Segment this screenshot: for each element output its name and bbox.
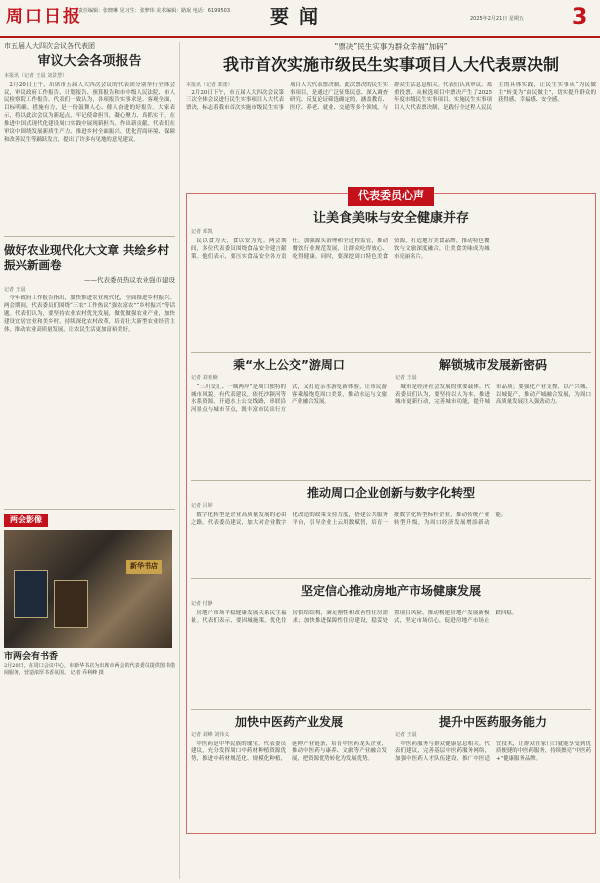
bus-body: [191, 384, 387, 476]
divider: [191, 578, 591, 579]
divider: [191, 352, 591, 353]
agriculture-subtitle: ——代表委员热议农业强市建设: [84, 275, 175, 284]
photo-section-label: 两会影像: [4, 514, 48, 527]
service-body: [395, 741, 591, 829]
voices-banner: 代表委员心声: [348, 187, 434, 206]
agriculture-body: [4, 295, 175, 505]
agriculture-byline: 记者 王晨: [4, 286, 26, 293]
food-paragraph: 民以食为天，食以安为先。两会期间，多位代表委员围绕食品安全建言献策。他们表示，要压实食品安全各方责任，加强源头治理和全过程监管，推动餐饮行业规范发展，让群众吃得放心、吃得健康。同时，要深挖周口特色美食资源，打造地方美食品牌，推动特色餐饮与文旅深度融合，让美食美味成为城市亮丽名片。: [191, 237, 490, 260]
issue-date: 2025年2月21日 星期五: [470, 16, 524, 22]
page-number: 3: [572, 5, 588, 30]
divider: [4, 236, 175, 237]
tcm-row: [191, 714, 591, 829]
divider: [191, 709, 591, 710]
top-kicker: “票决”民生实事为群众幸福“加码”: [334, 42, 448, 51]
digital-paragraph: 数字化转型是企业高质量发展的必由之路。代表委员建议，加大对企业数字化改造的政策支持力度，搭建公共服务平台，引导企业上云用数赋智，培育一批数字化转型标杆企业，推动传统产业转型升级，为周口经济发展增添新动能。: [191, 511, 507, 526]
conference-kicker: 市五届人大四次会议各代表团: [4, 42, 95, 50]
city-byline: 记者 王晨: [395, 375, 417, 382]
tcm-byline: 记者 刘峰 刘伟义: [191, 731, 230, 738]
estate-headline[interactable]: 坚定信心推动房地产市场健康发展: [300, 583, 481, 598]
estate-byline: 记者 付静: [191, 600, 213, 607]
agriculture-headline[interactable]: 做好农业现代化大文章 共绘乡村振兴新画卷: [4, 242, 170, 273]
bookstore-photo[interactable]: [4, 530, 172, 648]
top-byline: 本报讯（记者 郭蕾）: [186, 81, 233, 88]
top-headline[interactable]: 我市首次实施市级民生实事项目人大代表票决制: [222, 55, 559, 75]
conference-paragraph: 2月20日上午，出席市五届人大四次会议的代表团分别举行全体会议，审议政府工作报告、计划报告、预算报告和市中级人民法院、市人民检察院工作报告。代表们一致认为，各项报告实事求是、客观全面，目标明确、措施有力，是一份鼓舞人心、催人奋进的好报告。大家表示，将以此次会议为新起点，牢记使命担当，凝心聚力、真抓实干，在推进中国式现代化建设周口实践中展现新担当、作出新贡献。代表们在审议中围绕发展新质生产力、推进乡村全面振兴、优化营商环境、保障和改善民生等踊跃发言，提出了许多有见地的意见建议。: [4, 81, 175, 143]
service-headline[interactable]: 提升中医药服务能力: [438, 714, 547, 729]
top-paragraph: 2月20日下午，市五届人大四次会议第三次全体会议进行民生实事项目人大代表票决，标志着我市首次实施市级民生实事项目人大代表票决制。此次票决的民生实事项目，是通过广泛征集民意、深入调查研究、反复论证筛选确定的，涵盖教育、医疗、养老、就业、交通等多个领域，与群众生活息息相关。代表们认真审议、郑重投票，从候选项目中票决产生了2025年度市级民生实事项目。实施民生实事项目人大代表票决制，是践行全过程人民民主的具体实践，让民生实事从“为民做主”转变为“由民做主”，切实提升群众的获得感、幸福感、安全感。: [186, 81, 596, 112]
masthead: [0, 0, 600, 38]
service-paragraph: 中医药服务与群众健康息息相关。代表们建议，完善基层中医药服务网络，加强中医药人才队伍建设，推广中医适宜技术，让群众在家门口就能享受到优质便捷的中医药服务，持续擦亮“中医药+”健康服务品牌。: [395, 740, 591, 763]
newspaper-logo: 周口日报: [6, 7, 82, 27]
bus-city-row: [191, 357, 591, 476]
estate-body: [191, 610, 591, 705]
divider: [4, 509, 175, 510]
tcm-article: [191, 714, 387, 829]
conference-body: [4, 82, 175, 232]
tcm-body: [191, 741, 387, 829]
left-column: [4, 42, 180, 879]
section-title: 要闻: [270, 6, 329, 28]
food-body: [191, 238, 591, 348]
voices-box: [186, 188, 596, 834]
agriculture-paragraph: 今年政府工作报告指出，加快推进农业现代化，全面推进乡村振兴。两会期间，代表委员们围绕“三农”工作热议“强农富农”“乡村振兴”等话题。代表们认为，要坚持农业农村优先发展，做优做强农业产业，加快建设宜居宜业和美乡村，持续深化农村改革，培育壮大新型农业经营主体，推动农业高质量发展，让农民生活更加富裕美好。: [4, 295, 175, 333]
book-shelf-image: [54, 580, 88, 628]
photo-title[interactable]: 市两会有书香: [4, 652, 59, 663]
food-headline[interactable]: 让美食美味与安全健康并存: [312, 210, 469, 226]
food-byline: 记者 邓凯: [191, 229, 213, 236]
book-shelf-image: [14, 570, 48, 618]
top-body: [186, 82, 596, 187]
bus-paragraph: “三川交汇、一城两岸”是周口独特的城市风貌。有代表建议，依托沙颍河等水系资源，开通水上公交线路，串联沿河景点与城市节点，既丰富市民出行方式，又打造亲水游览新体验，让市民游客乘船饱览周口美景，推动水运与文旅产业融合发展。: [191, 383, 387, 414]
service-article: [395, 714, 591, 829]
divider: [191, 480, 591, 481]
digital-byline: 记者 吕婷: [191, 502, 213, 509]
city-paragraph: 城市是经济社会发展的重要载体。代表委员们认为，要坚持以人为本，推进城市更新行动，完善城市功能，提升城市品质；要强化产业支撑，以产兴城、以城促产，推动产城融合发展，为周口高质量发展注入强劲动力。: [395, 383, 591, 406]
conference-headline[interactable]: 审议大会各项报告: [37, 54, 142, 70]
service-byline: 记者 王晨: [395, 731, 417, 738]
bookstore-sign: 新华书店: [126, 560, 162, 573]
city-body: [395, 384, 591, 476]
tcm-paragraph: 中医药是中华民族的瑰宝。代表委员建议，充分发挥周口中药材种植资源优势，推进中药材规范化、规模化种植，延伸产业链条，培育中医药龙头企业，推动中医药与康养、文旅等产业融合发展，把资源优势转化为发展优势。: [191, 740, 387, 763]
photo-caption: 2月20日，在周口会议中心，市新华书店为出席市两会的代表委员提供图书借阅服务，营造浓厚书香氛围。 记者 乔利峰 摄: [4, 663, 175, 677]
bus-byline: 记者 刘亚楠: [191, 375, 218, 382]
bus-headline[interactable]: 乘“水上公交”游周口: [233, 357, 345, 372]
city-article: [395, 357, 591, 476]
conference-byline: 本报讯（记者 王晨 刘景慧）: [4, 72, 68, 79]
digital-headline[interactable]: 推动周口企业创新与数字化转型: [306, 485, 475, 500]
bus-article: [191, 357, 387, 476]
right-area: [186, 42, 596, 879]
city-headline[interactable]: 解锁城市发展新密码: [438, 357, 547, 372]
tcm-headline[interactable]: 加快中医药产业发展: [234, 714, 343, 729]
photo-section: [4, 514, 175, 677]
digital-body: [191, 512, 591, 574]
editor-info: 责任编辑：张晓琳 见习生：张梦玮 美术编辑：路珉 电话：6199503: [78, 8, 231, 14]
estate-paragraph: 房地产市场平稳健康发展关系民生福祉。代表们表示，要因城施策，优化住房供给结构，满足刚性和改善性住房需求；加快推进保障性住房建设，稳妥处置项目风险，推动构建房地产发展新模式，坚定市场信心，促进房地产市场止跌回稳。: [191, 609, 518, 624]
